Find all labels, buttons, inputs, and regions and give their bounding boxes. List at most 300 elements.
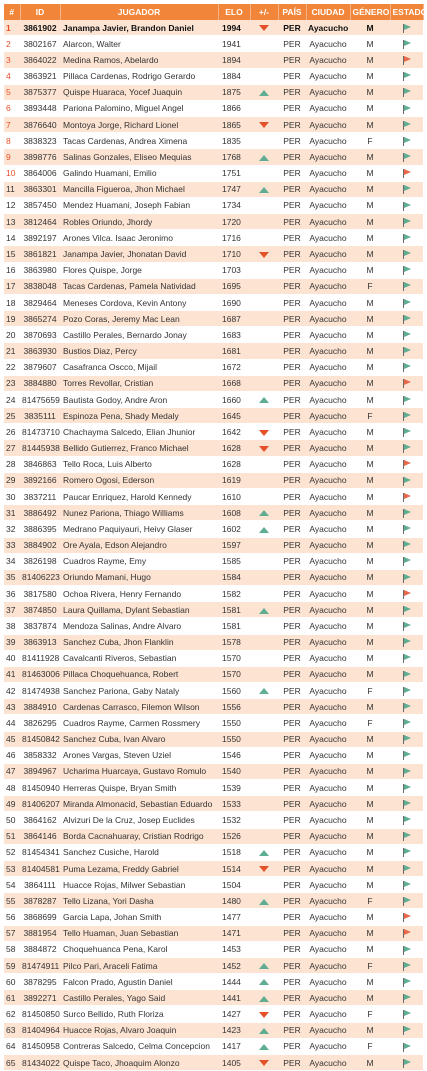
cell-city: Ayacucho (306, 893, 350, 909)
cell-player-name: Castillo Perales, Bernardo Jonay (60, 327, 218, 343)
cell-gender: M (350, 391, 390, 407)
table-row[interactable] (4, 909, 423, 925)
flag-icon (402, 137, 412, 146)
cell-id: 81454341 (20, 844, 60, 860)
cell-rank: 18 (4, 294, 20, 310)
cell-country: PER (278, 941, 306, 957)
cell-change (250, 747, 278, 763)
cell-gender: M (350, 666, 390, 682)
cell-change (250, 375, 278, 391)
cell-gender: M (350, 860, 390, 876)
table-row[interactable] (4, 1038, 423, 1054)
flag-icon (402, 315, 412, 324)
table-row[interactable] (4, 375, 423, 391)
cell-country: PER (278, 214, 306, 230)
cell-id: 3879607 (20, 359, 60, 375)
cell-rank: 6 (4, 100, 20, 116)
cell-country: PER (278, 780, 306, 796)
flag-icon (402, 816, 412, 825)
cell-city: Ayacucho (306, 553, 350, 569)
cell-country: PER (278, 974, 306, 990)
cell-rank: 28 (4, 456, 20, 472)
cell-status (390, 650, 423, 666)
cell-city: Ayacucho (306, 780, 350, 796)
cell-change (250, 505, 278, 521)
cell-rank: 56 (4, 909, 20, 925)
table-row[interactable] (4, 181, 423, 197)
table-row[interactable] (4, 408, 423, 424)
table-row[interactable] (4, 957, 423, 973)
cell-gender: M (350, 731, 390, 747)
cell-id: 3829464 (20, 294, 60, 310)
cell-player-name: Tacas Cardenas, Andrea Ximena (60, 133, 218, 149)
table-row[interactable] (4, 521, 423, 537)
header-change[interactable]: +/- (250, 4, 278, 20)
cell-change (250, 52, 278, 68)
table-row[interactable] (4, 650, 423, 666)
cell-id: 3864111 (20, 877, 60, 893)
table-row[interactable] (4, 84, 423, 100)
cell-city: Ayacucho (306, 537, 350, 553)
cell-rank: 7 (4, 117, 20, 133)
cell-gender: F (350, 957, 390, 973)
cell-rank: 29 (4, 472, 20, 488)
cell-player-name: Choquehuanca Pena, Karol (60, 941, 218, 957)
cell-player-name: Montoya Jorge, Richard Lionel (60, 117, 218, 133)
triangle-up-icon (259, 850, 269, 856)
cell-id: 81411928 (20, 650, 60, 666)
cell-player-name: Arones Vargas, Steven Uziel (60, 747, 218, 763)
triangle-up-icon (259, 996, 269, 1002)
cell-id: 81473710 (20, 424, 60, 440)
cell-rank: 54 (4, 877, 20, 893)
table-row[interactable] (4, 133, 423, 149)
header-gender[interactable]: GÉNERO (350, 4, 390, 20)
table-row[interactable] (4, 780, 423, 796)
header-country[interactable]: PAÍS (278, 4, 306, 20)
table-row[interactable] (4, 893, 423, 909)
table-row[interactable] (4, 1006, 423, 1022)
cell-gender: M (350, 149, 390, 165)
cell-change (250, 36, 278, 52)
triangle-down-icon (259, 122, 269, 128)
cell-elo: 1504 (218, 877, 250, 893)
cell-change (250, 100, 278, 116)
cell-change (250, 68, 278, 84)
cell-status (390, 634, 423, 650)
cell-city: Ayacucho (306, 812, 350, 828)
cell-rank: 55 (4, 893, 20, 909)
cell-country: PER (278, 925, 306, 941)
cell-elo: 1477 (218, 909, 250, 925)
cell-city: Ayacucho (306, 391, 350, 407)
cell-gender: M (350, 311, 390, 327)
cell-change (250, 521, 278, 537)
table-row[interactable] (4, 117, 423, 133)
table-row[interactable] (4, 860, 423, 876)
cell-id: 3884902 (20, 537, 60, 553)
cell-city: Ayacucho (306, 262, 350, 278)
cell-player-name: Mendoza Salinas, Andre Alvaro (60, 618, 218, 634)
cell-status (390, 294, 423, 310)
cell-status (390, 505, 423, 521)
flag-icon (402, 654, 412, 663)
cell-id: 3857450 (20, 197, 60, 213)
cell-rank: 38 (4, 618, 20, 634)
table-row[interactable] (4, 634, 423, 650)
cell-rank: 60 (4, 974, 20, 990)
cell-rank: 36 (4, 586, 20, 602)
cell-elo: 1690 (218, 294, 250, 310)
cell-gender: M (350, 618, 390, 634)
table-row[interactable] (4, 52, 423, 68)
table-row[interactable] (4, 262, 423, 278)
flag-icon (402, 153, 412, 162)
cell-change (250, 1006, 278, 1022)
cell-elo: 1695 (218, 278, 250, 294)
cell-status (390, 521, 423, 537)
flag-icon (402, 347, 412, 356)
table-row[interactable] (4, 715, 423, 731)
cell-id: 3884910 (20, 699, 60, 715)
cell-country: PER (278, 68, 306, 84)
cell-change (250, 262, 278, 278)
cell-player-name: Meneses Cordova, Kevin Antony (60, 294, 218, 310)
cell-id: 3863921 (20, 68, 60, 84)
cell-country: PER (278, 602, 306, 618)
cell-gender: M (350, 909, 390, 925)
cell-city: Ayacucho (306, 941, 350, 957)
cell-id: 3826295 (20, 715, 60, 731)
flag-icon (402, 994, 412, 1003)
cell-id: 3893448 (20, 100, 60, 116)
flag-icon (402, 363, 412, 372)
table-row[interactable] (4, 68, 423, 84)
cell-elo: 1578 (218, 634, 250, 650)
cell-gender: M (350, 877, 390, 893)
cell-player-name: Bellido Gutierrez, Franco Michael (60, 440, 218, 456)
cell-change (250, 699, 278, 715)
table-row[interactable] (4, 877, 423, 893)
cell-rank: 15 (4, 246, 20, 262)
flag-icon (402, 881, 412, 890)
cell-status (390, 925, 423, 941)
cell-rank: 50 (4, 812, 20, 828)
flag-icon (402, 428, 412, 437)
cell-rank: 34 (4, 553, 20, 569)
cell-country: PER (278, 181, 306, 197)
table-row[interactable] (4, 246, 423, 262)
cell-city: Ayacucho (306, 844, 350, 860)
cell-status (390, 909, 423, 925)
flag-icon (402, 72, 412, 81)
table-row[interactable] (4, 20, 423, 36)
table-row[interactable] (4, 666, 423, 682)
cell-city: Ayacucho (306, 1055, 350, 1071)
cell-player-name: Bustios Diaz, Percy (60, 343, 218, 359)
cell-elo: 1865 (218, 117, 250, 133)
table-row[interactable] (4, 36, 423, 52)
cell-player-name: Chachayma Salcedo, Elian Jhunior (60, 424, 218, 440)
table-row[interactable] (4, 327, 423, 343)
table-row[interactable] (4, 165, 423, 181)
cell-id: 3864006 (20, 165, 60, 181)
cell-rank: 59 (4, 957, 20, 973)
table-row[interactable] (4, 343, 423, 359)
table-row[interactable] (4, 747, 423, 763)
cell-elo: 1720 (218, 214, 250, 230)
table-row[interactable] (4, 828, 423, 844)
cell-player-name: Bautista Godoy, Andre Aron (60, 391, 218, 407)
cell-status (390, 941, 423, 957)
cell-city: Ayacucho (306, 375, 350, 391)
cell-change (250, 230, 278, 246)
triangle-up-icon (259, 608, 269, 614)
header-status[interactable]: ESTADO (390, 4, 423, 20)
cell-elo: 1751 (218, 165, 250, 181)
cell-rank: 64 (4, 1038, 20, 1054)
table-row[interactable] (4, 974, 423, 990)
cell-elo: 1608 (218, 505, 250, 521)
cell-elo: 1672 (218, 359, 250, 375)
table-row[interactable] (4, 1055, 423, 1071)
cell-elo: 1884 (218, 68, 250, 84)
cell-country: PER (278, 877, 306, 893)
cell-country: PER (278, 828, 306, 844)
cell-id: 81404581 (20, 860, 60, 876)
cell-city: Ayacucho (306, 763, 350, 779)
table-row[interactable] (4, 230, 423, 246)
table-row[interactable] (4, 391, 423, 407)
cell-change (250, 569, 278, 585)
flag-icon (402, 574, 412, 583)
table-row[interactable] (4, 796, 423, 812)
flag-icon (402, 1043, 412, 1052)
cell-change (250, 391, 278, 407)
table-row[interactable] (4, 586, 423, 602)
cell-change (250, 456, 278, 472)
triangle-down-icon (259, 252, 269, 258)
cell-country: PER (278, 488, 306, 504)
cell-id: 81450940 (20, 780, 60, 796)
header-city[interactable]: CIUDAD (306, 4, 350, 20)
cell-rank: 57 (4, 925, 20, 941)
flag-icon (402, 703, 412, 712)
cell-city: Ayacucho (306, 860, 350, 876)
cell-status (390, 747, 423, 763)
flag-icon (402, 525, 412, 534)
cell-city: Ayacucho (306, 731, 350, 747)
cell-id: 3874850 (20, 602, 60, 618)
table-row[interactable] (4, 553, 423, 569)
cell-status (390, 472, 423, 488)
cell-elo: 1546 (218, 747, 250, 763)
cell-rank: 30 (4, 488, 20, 504)
cell-player-name: Torres Revollar, Cristian (60, 375, 218, 391)
table-row[interactable] (4, 683, 423, 699)
flag-icon (402, 218, 412, 227)
flag-icon (402, 768, 412, 777)
cell-elo: 1660 (218, 391, 250, 407)
cell-status (390, 1038, 423, 1054)
cell-id: 81406207 (20, 796, 60, 812)
cell-elo: 1581 (218, 618, 250, 634)
flag-icon (402, 1059, 412, 1068)
cell-elo: 1570 (218, 666, 250, 682)
table-row[interactable] (4, 537, 423, 553)
cell-elo: 1716 (218, 230, 250, 246)
table-row[interactable] (4, 424, 423, 440)
table-row[interactable] (4, 488, 423, 504)
cell-country: PER (278, 359, 306, 375)
cell-country: PER (278, 957, 306, 973)
table-row[interactable] (4, 311, 423, 327)
cell-gender: M (350, 424, 390, 440)
cell-country: PER (278, 197, 306, 213)
table-row[interactable] (4, 941, 423, 957)
cell-city: Ayacucho (306, 100, 350, 116)
cell-elo: 1550 (218, 731, 250, 747)
cell-change (250, 618, 278, 634)
cell-rank: 27 (4, 440, 20, 456)
table-row[interactable] (4, 100, 423, 116)
table-row[interactable] (4, 278, 423, 294)
cell-id: 3892166 (20, 472, 60, 488)
cell-country: PER (278, 472, 306, 488)
cell-id: 3846863 (20, 456, 60, 472)
cell-elo: 1427 (218, 1006, 250, 1022)
cell-status (390, 1055, 423, 1071)
cell-change (250, 893, 278, 909)
table-row[interactable] (4, 1022, 423, 1038)
cell-elo: 1471 (218, 925, 250, 941)
cell-country: PER (278, 844, 306, 860)
flag-icon (402, 105, 412, 114)
cell-player-name: Mendez Huamani, Joseph Fabian (60, 197, 218, 213)
table-row[interactable] (4, 731, 423, 747)
cell-change (250, 763, 278, 779)
flag-icon (402, 282, 412, 291)
table-row[interactable] (4, 602, 423, 618)
cell-change (250, 1055, 278, 1071)
cell-city: Ayacucho (306, 683, 350, 699)
cell-player-name: Espinoza Pena, Shady Medaly (60, 408, 218, 424)
table-row[interactable] (4, 925, 423, 941)
cell-change (250, 650, 278, 666)
table-row[interactable] (4, 214, 423, 230)
table-row[interactable] (4, 472, 423, 488)
cell-country: PER (278, 1055, 306, 1071)
flag-icon (402, 56, 412, 65)
cell-status (390, 699, 423, 715)
flag-icon (402, 444, 412, 453)
table-row[interactable] (4, 440, 423, 456)
cell-status (390, 133, 423, 149)
table-row[interactable] (4, 618, 423, 634)
header-player[interactable]: JUGADOR (60, 4, 218, 20)
cell-city: Ayacucho (306, 327, 350, 343)
cell-id: 3817580 (20, 586, 60, 602)
table-row[interactable] (4, 294, 423, 310)
header-elo[interactable]: ELO (218, 4, 250, 20)
cell-change (250, 537, 278, 553)
cell-rank: 19 (4, 311, 20, 327)
cell-gender: M (350, 1055, 390, 1071)
cell-country: PER (278, 311, 306, 327)
cell-country: PER (278, 893, 306, 909)
cell-player-name: Huacce Rojas, Alvaro Joaquin (60, 1022, 218, 1038)
cell-gender: M (350, 294, 390, 310)
cell-id: 3838048 (20, 278, 60, 294)
cell-gender: M (350, 488, 390, 504)
table-row[interactable] (4, 197, 423, 213)
cell-rank: 41 (4, 666, 20, 682)
cell-id: 3863980 (20, 262, 60, 278)
table-row[interactable] (4, 359, 423, 375)
table-row[interactable] (4, 505, 423, 521)
cell-gender: M (350, 100, 390, 116)
header-id[interactable]: ID (20, 4, 60, 20)
cell-status (390, 343, 423, 359)
cell-elo: 1628 (218, 440, 250, 456)
table-row[interactable] (4, 763, 423, 779)
cell-elo: 1570 (218, 650, 250, 666)
table-row[interactable] (4, 456, 423, 472)
cell-country: PER (278, 246, 306, 262)
table-row[interactable] (4, 149, 423, 165)
cell-change (250, 828, 278, 844)
cell-status (390, 230, 423, 246)
cell-gender: M (350, 20, 390, 36)
cell-status (390, 149, 423, 165)
cell-id: 3886395 (20, 521, 60, 537)
cell-city: Ayacucho (306, 36, 350, 52)
cell-id: 81475659 (20, 391, 60, 407)
cell-status (390, 990, 423, 1006)
cell-city: Ayacucho (306, 165, 350, 181)
cell-status (390, 844, 423, 860)
cell-player-name: Garcia Lapa, Johan Smith (60, 909, 218, 925)
cell-id: 81445938 (20, 440, 60, 456)
cell-rank: 4 (4, 68, 20, 84)
table-row[interactable] (4, 569, 423, 585)
header-num[interactable]: # (4, 4, 20, 20)
cell-elo: 1556 (218, 699, 250, 715)
triangle-up-icon (259, 979, 269, 985)
cell-change (250, 553, 278, 569)
table-row[interactable] (4, 812, 423, 828)
cell-elo: 1597 (218, 537, 250, 553)
flag-icon (402, 299, 412, 308)
cell-city: Ayacucho (306, 1006, 350, 1022)
cell-id: 3898776 (20, 149, 60, 165)
cell-elo: 1405 (218, 1055, 250, 1071)
cell-city: Ayacucho (306, 1038, 350, 1054)
table-header-row (4, 4, 423, 20)
cell-change (250, 860, 278, 876)
table-row[interactable] (4, 990, 423, 1006)
cell-player-name: Quispe Taco, Jhoaquim Alonzo (60, 1055, 218, 1071)
cell-id: 3875377 (20, 84, 60, 100)
flag-icon (402, 396, 412, 405)
cell-status (390, 424, 423, 440)
cell-player-name: Pillaca Choquehuanca, Robert (60, 666, 218, 682)
cell-city: Ayacucho (306, 909, 350, 925)
cell-player-name: Falcon Prado, Agustin Daniel (60, 974, 218, 990)
cell-gender: M (350, 586, 390, 602)
table-row[interactable] (4, 844, 423, 860)
table-row[interactable] (4, 699, 423, 715)
